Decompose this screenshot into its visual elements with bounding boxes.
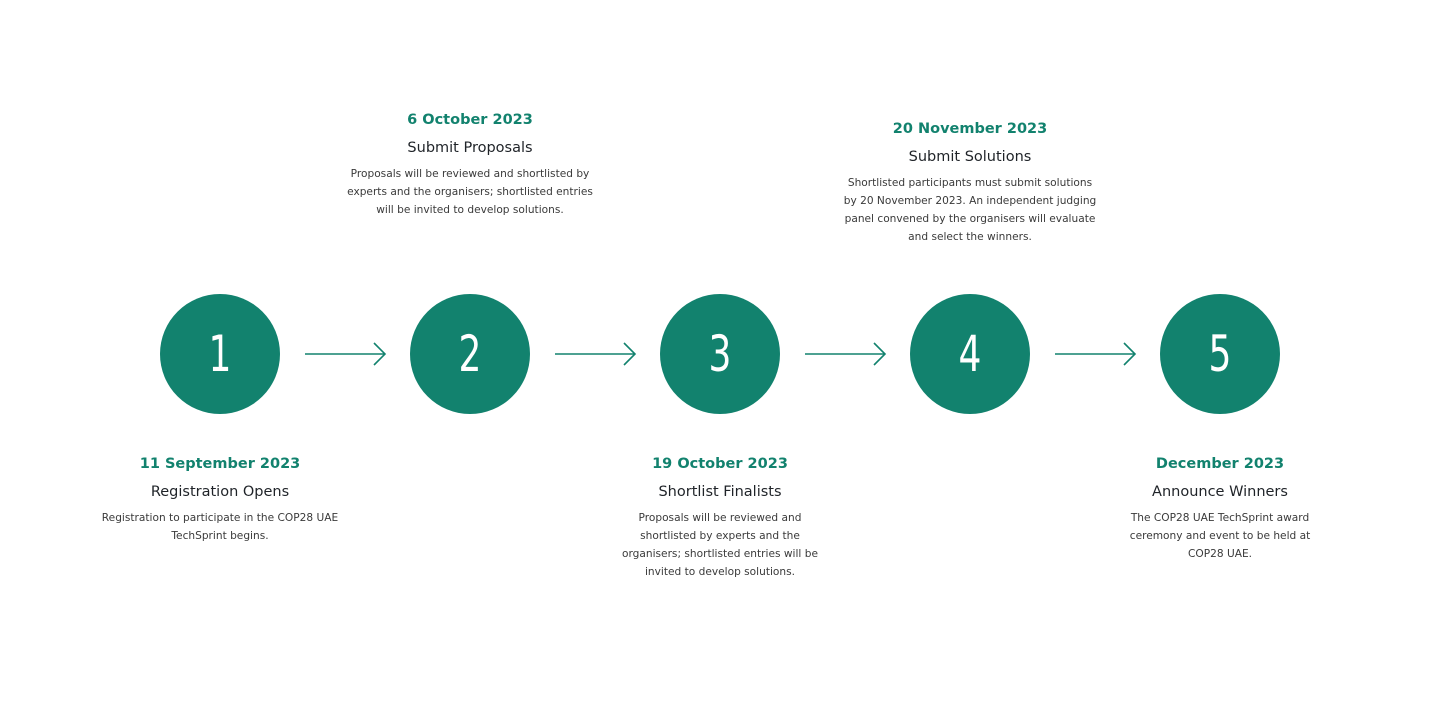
step-2-circle <box>410 294 530 414</box>
step-2-description: Proposals will be reviewed and shortlisted by experts and the organisers; shortlisted entries will be invited to develop solutions. <box>347 168 593 216</box>
step-1-date: 11 September 2023 <box>139 456 301 472</box>
step-4-title: Submit Solutions <box>908 149 1032 165</box>
step-5-info <box>1090 454 1350 563</box>
step-4-info <box>840 119 1100 246</box>
step-1-title: Registration Opens <box>150 484 290 500</box>
arrow-right-icon <box>554 341 638 367</box>
step-2-number: 2 <box>458 325 482 383</box>
step-5-circle <box>1160 294 1280 414</box>
step-3-circle <box>660 294 780 414</box>
step-5-title: Announce Winners <box>1152 484 1288 500</box>
step-5-number: 5 <box>1208 325 1232 383</box>
step-1-number: 1 <box>208 325 232 383</box>
step-3-number: 3 <box>708 325 732 383</box>
step-3-title: Shortlist Finalists <box>658 484 782 500</box>
arrow-right-icon <box>804 341 888 367</box>
step-5-date: December 2023 <box>1155 456 1285 472</box>
step-4-circle <box>910 294 1030 414</box>
step-1-info <box>90 454 350 545</box>
arrow-right-icon <box>1054 341 1138 367</box>
step-4-date: 20 November 2023 <box>892 121 1048 137</box>
step-4-number: 4 <box>958 325 982 383</box>
step-3-description: Proposals will be reviewed and shortlisted by experts and the organisers; shortlisted entries will be invited to develop solutions. <box>622 512 818 578</box>
step-1-circle <box>160 294 280 414</box>
step-2-title: Submit Proposals <box>407 140 533 156</box>
arrow-right-icon <box>304 341 388 367</box>
step-4-description: Shortlisted participants must submit solutions by 20 November 2023. An independent judging panel convened by the organisers will evaluate and select the winners. <box>843 177 1097 243</box>
step-3-info <box>590 454 850 581</box>
step-2-date: 6 October 2023 <box>407 112 533 128</box>
step-3-date: 19 October 2023 <box>652 456 788 472</box>
step-5-description: The COP28 UAE TechSprint award ceremony and event to be held at COP28 UAE. <box>1129 512 1311 560</box>
step-2-info <box>340 110 600 219</box>
step-1-description: Registration to participate in the COP28 UAE TechSprint begins. <box>101 512 339 542</box>
